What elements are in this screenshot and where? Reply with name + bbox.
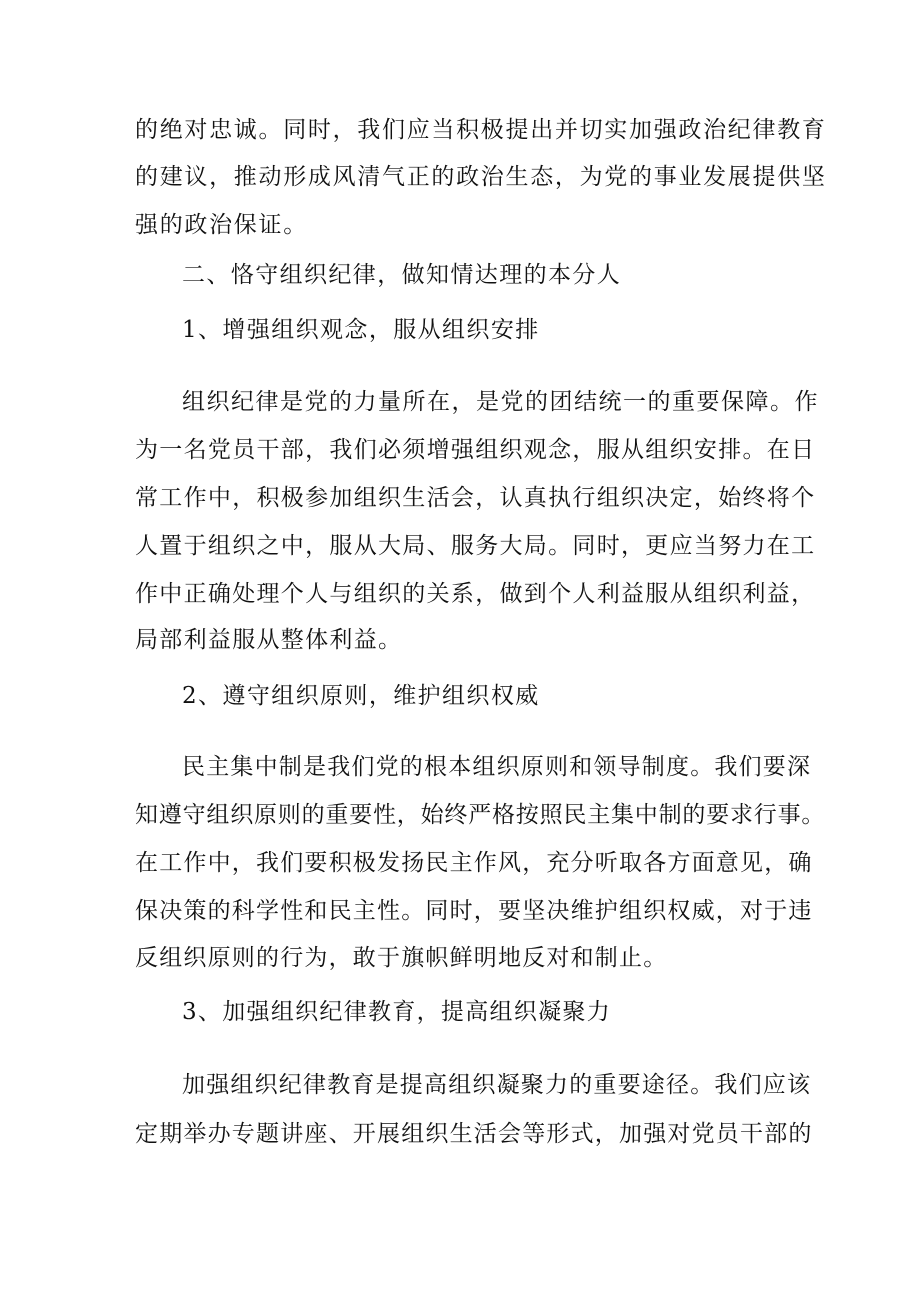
- paragraph-line: 的建议，推动形成风清气正的政治生态，为党的事业发展提供坚: [135, 164, 827, 190]
- subsection-heading: 3、加强组织纪律教育，提高组织凝聚力: [182, 999, 612, 1025]
- paragraph-line: 定期举办专题讲座、开展组织生活会等形式，加强对党员干部的: [135, 1121, 813, 1147]
- paragraph-line: 作中正确处理个人与组织的关系，做到个人利益服从组织利益，: [135, 581, 816, 607]
- paragraph-line: 组织纪律是党的力量所在，是党的团结统一的重要保障。作: [182, 389, 819, 415]
- paragraph-line: 的绝对忠诚。同时，我们应当积极提出并切实加强政治纪律教育: [135, 117, 827, 143]
- paragraph-line: 常工作中，积极参加组织生活会，认真执行组织决定，始终将个: [135, 485, 816, 511]
- paragraph-line: 在工作中，我们要积极发扬民主作风，充分听取各方面意见，确: [135, 850, 813, 876]
- paragraph-line: 知遵守组织原则的重要性，始终严格按照民主集中制的要求行事。: [135, 802, 826, 828]
- subsection-heading: 1、增强组织观念，服从组织安排: [182, 317, 540, 343]
- paragraph-line: 局部利益服从整体利益。: [135, 627, 403, 653]
- paragraph-line: 为一名党员干部，我们必须增强组织观念，服从组织安排。在日: [135, 437, 816, 463]
- paragraph-line: 反组织原则的行为，敢于旗帜鲜明地反对和制止。: [135, 945, 668, 971]
- subsection-heading: 2、遵守组织原则，维护组织权威: [182, 683, 540, 709]
- paragraph-line: 强的政治保证。: [135, 212, 308, 238]
- section-heading: 二、恪守组织纪律，做知情达理的本分人: [182, 262, 622, 288]
- paragraph-line: 加强组织纪律教育是提高组织凝聚力的重要途径。我们应该: [182, 1072, 812, 1098]
- paragraph-line: 人置于组织之中，服从大局、服务大局。同时，更应当努力在工: [135, 533, 816, 559]
- paragraph-line: 保决策的科学性和民主性。同时，要坚决维护组织权威，对于违: [135, 898, 813, 924]
- paragraph-line: 民主集中制是我们党的根本组织原则和领导制度。我们要深: [182, 754, 812, 780]
